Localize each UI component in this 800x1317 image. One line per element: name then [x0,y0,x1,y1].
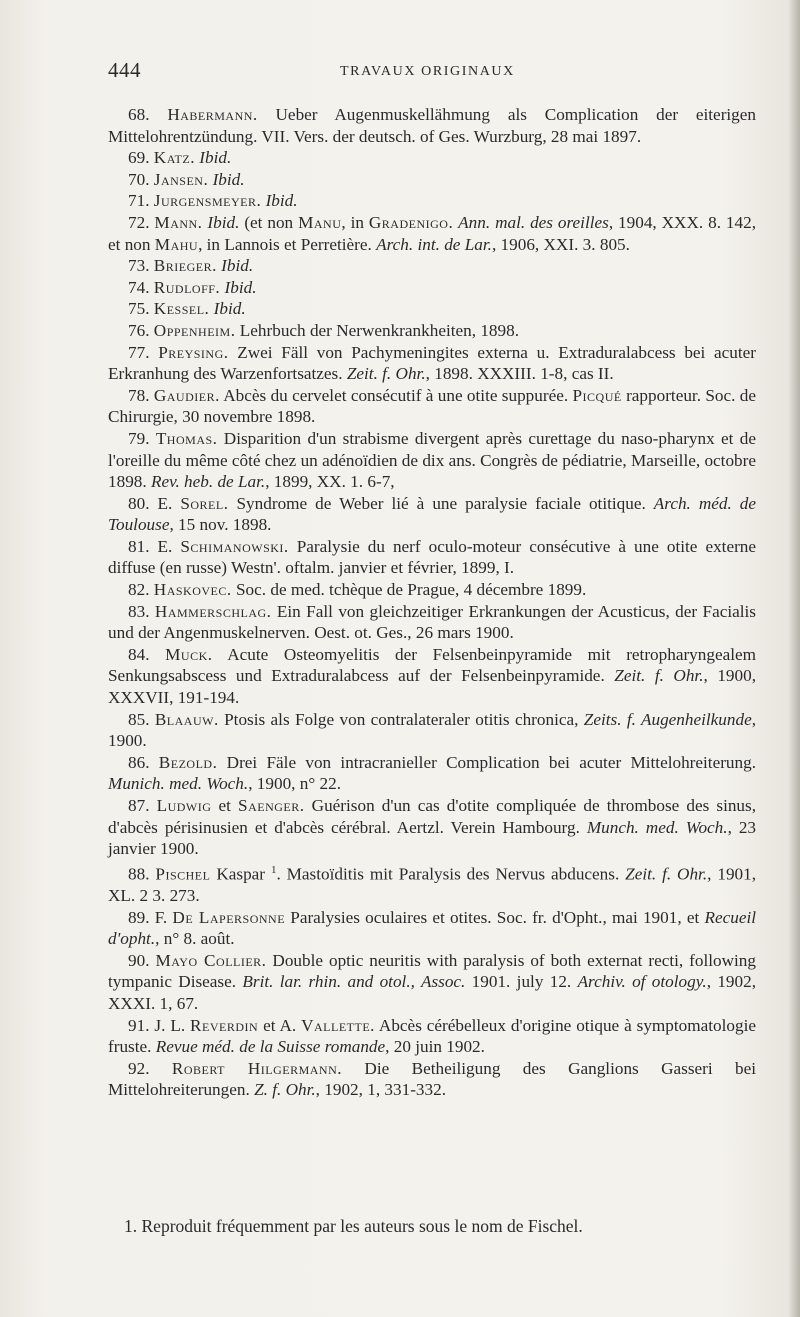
reference-number: 89. [128,907,150,927]
reference-text: 1901. july 12. [465,972,578,992]
footnote [108,1216,756,1237]
reference-text: Ptosis als Folge von contralateraler otitis chronica, [218,709,584,729]
reference-text: Die Betheiligung des Ganglions Gasseri bei Mittelohreiterungen. [108,1058,757,1100]
reference-entry [108,536,756,579]
reference-number: 71. [128,191,150,211]
author-name: Sorel. [180,493,229,513]
reference-entry [108,320,756,342]
reference-text: Abcès cérébelleux d'origine otique à symptomatologie fruste. [108,1015,756,1057]
author-name: Bezold. [158,752,218,772]
reference-number: 72. [128,212,150,232]
author-name: Reverdin [190,1015,259,1035]
reference-text: Zwei Fäll von Pachymeningites externa u. Extraduralabcess bei acuter Erkranhung des Warzenfortsatzes. [108,342,757,384]
reference-entry [108,147,756,169]
footnote-ref: 1 [270,863,277,876]
journal-title: Ibid. [207,212,240,232]
reference-entry [108,950,756,1015]
reference-number: 91. [128,1015,150,1035]
reference-number: 69. [128,148,150,168]
reference-text: et A. [258,1015,302,1035]
page-header [108,58,768,88]
reference-text: E. [157,536,181,556]
reference-text: E. [157,493,181,513]
author-name: Vallette. [301,1015,375,1035]
reference-number: 86. [128,752,150,772]
reference-number: 75. [128,299,150,319]
author-name: De Lapersonne [172,907,286,927]
author-name: Gradenigo. [368,212,454,232]
journal-title: Revue méd. de la Suisse romande [155,1037,386,1057]
reference-text: Syndrome de Weber lié à une paralysie faciale otitique. [228,493,654,513]
author-name: Mayo Collier. [155,950,267,970]
journal-title: Ibid. [213,299,246,319]
reference-text: , 1902, 1, 331-332. [315,1080,447,1100]
reference-text: Drei Fäle von intracranieller Complication bei acuter Mittelohreiterung. [217,752,757,772]
journal-title: Recueil d'opht. [108,907,757,949]
reference-text: Acute Osteomyelitis der Felsenbeinpyramide mit retropharyngealem Senkungsabscess und Extraduralabcess auf der Felsenbeinpyramide. [108,644,756,686]
reference-number: 70. [128,169,150,189]
reference-text: , in Lannois et Perretière. [198,234,377,254]
reference-entry [108,212,756,255]
running-title: TRAVAUX ORIGINAUX [340,64,515,79]
reference-entry [108,169,756,191]
reference-entry [108,342,756,385]
reference-number: 92. [128,1058,150,1078]
reference-text: , 23 janvier 1900. [108,817,757,859]
reference-number: 73. [128,256,150,276]
reference-text: , 15 nov. 1898. [169,515,272,535]
reference-number: 79. [128,428,150,448]
reference-number: 78. [128,385,150,405]
reference-entry [108,644,756,709]
reference-text: Abcès du cervelet consécutif à une otite suppurée. [219,385,573,405]
reference-text: Soc. de med. tchèque de Prague, 4 décembre 1899. [231,580,587,600]
journal-title: Ann. mal. des oreilles [458,212,609,232]
reference-number: 80. [128,493,150,513]
reference-number: 85. [128,709,150,729]
reference-text: Guérison d'un cas d'otite compliquée de thrombose des sinus, d'abcès périsinusien et d'abcès cérébral. Aertzl. Verein Hambourg. [108,796,757,837]
reference-text: , 1901, XL. 2 3. 273. [108,864,757,906]
author-name: Blaauw. [154,709,219,729]
journal-title: Ibid. [265,191,298,211]
author-name: Habermann. [167,105,258,124]
reference-entry [108,255,756,277]
reference-text: rapporteur. Soc. de Chirurgie, 30 novembre 1898. [108,385,756,427]
reference-entry [108,1058,756,1101]
author-name: Brieger. [153,256,217,276]
reference-entry [108,579,756,601]
author-name: Hammerschlag. [154,601,272,621]
page-edge-shadow [788,0,800,1317]
reference-text: J. L. [154,1015,191,1035]
reference-entry [108,795,756,860]
journal-title: Zeit. f. Ohr. [625,864,708,884]
author-name: Preysing. [158,342,229,362]
reference-list [108,104,756,1101]
author-name: Rudloff. [153,277,221,297]
reference-number: 84. [128,644,150,664]
author-name: Muck. [165,644,213,664]
author-name: Oppenheim. [153,320,236,340]
reference-entry [108,709,756,752]
reference-text: Paralysie du nerf oculo-moteur consécutive à une otite externe diffuse (en russe) Westn'. oftalm. janvier et février, 1899, I. [108,536,757,578]
reference-text: , 1899, XX. 1. 6-7, [265,472,395,492]
reference-text: Paralysies oculaires et otites. Soc. fr. d'Opht., mai 1901, et [285,907,705,927]
author-name: Thomas. [155,428,218,448]
page-number: 444 [108,58,141,82]
author-name: Saenger. [238,796,305,815]
reference-number: 81. [128,536,150,556]
reference-entry [108,428,756,493]
reference-text: Ueber Augenmuskellähmung als Complication der eiterigen Mittelohrentzündung. VII. Vers. der deutsch. of Ges. Wurzburg, 28 mai 1897. [108,105,757,146]
author-name: Schimanowski. [180,536,289,556]
reference-text: , 1900. [108,709,756,751]
author-name: Mann. [154,212,203,232]
footnote-text: Reproduit fréquemment par les auteurs sous le nom de Fischel. [141,1216,583,1236]
author-name: Kessel. [153,299,210,319]
journal-title: Arch. int. de Lar. [376,234,492,254]
reference-text: Lehrbuch der Nerwenkrankheiten, 1898. [235,320,519,340]
reference-number: 83. [128,601,150,621]
reference-text: Double optic neuritis with paralysis of both externat recti, following tympanic Disease. [108,950,756,992]
author-name: Picqué [572,385,622,405]
reference-text: , 1906, XXI. 3. 805. [491,234,630,254]
reference-text: Ein Fall von gleichzeitiger Erkrankungen der Acusticus, der Facialis und der Angenmuskelnerven. Oest. ot. Ges., 26 mars 1900. [108,601,756,643]
reference-text: , 1902, XXXI. 1, 67. [108,972,757,1014]
journal-title: Zeit. f. Ohr. [614,666,704,686]
author-name: Gaudier. [153,385,220,405]
reference-entry [108,277,756,299]
author-name: Katz. [153,148,195,168]
author-name: Robert Hilgermann. [171,1058,343,1078]
journal-title: Munch. med. Woch. [586,817,728,837]
journal-title: Archiv. of otology. [577,972,707,992]
author-name: Ludwig [156,796,212,815]
reference-text: Kaspar [210,864,271,884]
author-name: Haskovec. [153,580,232,600]
reference-text: . Mastoïditis mit Paralysis des Nervus abducens. [276,864,626,884]
reference-entry [108,907,756,950]
journal-title: Ibid. [224,277,257,297]
reference-entry [108,601,756,644]
author-name: Pischel [155,864,211,884]
reference-text: , n° 8. août. [155,929,235,949]
reference-text: , 1900, n° 22. [248,774,341,794]
reference-number: 68. [128,105,150,124]
journal-title: Ibid. [221,256,254,276]
author-name: Jansen. [153,169,209,189]
journal-title: Zeit. f. Ohr. [346,364,426,384]
reference-entry [108,385,756,428]
journal-title: Arch. méd. de Toulouse [108,493,757,535]
reference-number: 88. [128,864,150,884]
reference-number: 90. [128,950,150,970]
reference-number: 76. [128,320,150,340]
reference-entry [108,1015,756,1058]
reference-number: 74. [128,277,150,297]
reference-text: , in [341,212,369,232]
journal-title: Rev. heb. de Lar. [150,472,266,492]
author-name: Mahu [154,234,199,254]
journal-title: Ibid. [199,148,232,168]
reference-text: , 1904, XXX. 8. 142, et non [108,212,756,254]
footnote-marker: 1. [124,1216,138,1236]
reference-number: 82. [128,580,150,600]
author-name: Jurgensmeyer. [153,191,262,211]
reference-entry [108,493,756,536]
reference-text: , 1900, XXXVII, 191-194. [108,666,757,708]
reference-text: , 20 juin 1902. [385,1037,485,1057]
reference-text: Disparition d'un strabisme divergent après curettage du naso-pharynx et de l'oreille du même côté chez un adénoïdien de dix ans. Congrès de pédiatrie, Marseille, octobre 1898. [108,428,756,492]
reference-entry [108,860,756,907]
reference-text: , 1898. XXXIII. 1-8, cas II. [425,364,614,384]
journal-title: Zeits. f. Augenheilkunde [583,709,752,729]
reference-entry [108,752,756,795]
author-name: Manu [298,212,342,232]
reference-entry [108,298,756,320]
reference-text: et [211,796,239,815]
journal-title: Ibid. [212,169,245,189]
journal-title: Z. f. Ohr. [254,1080,316,1100]
reference-text: F. [154,907,173,927]
reference-entry [108,104,756,147]
journal-title: Munich. med. Woch. [108,774,249,794]
journal-title: Brit. lar. rhin. and otol., Assoc. [242,972,466,992]
reference-text: (et non [239,212,299,232]
reference-number: 87. [128,796,150,815]
reference-entry [108,190,756,212]
reference-number: 77. [128,342,150,362]
